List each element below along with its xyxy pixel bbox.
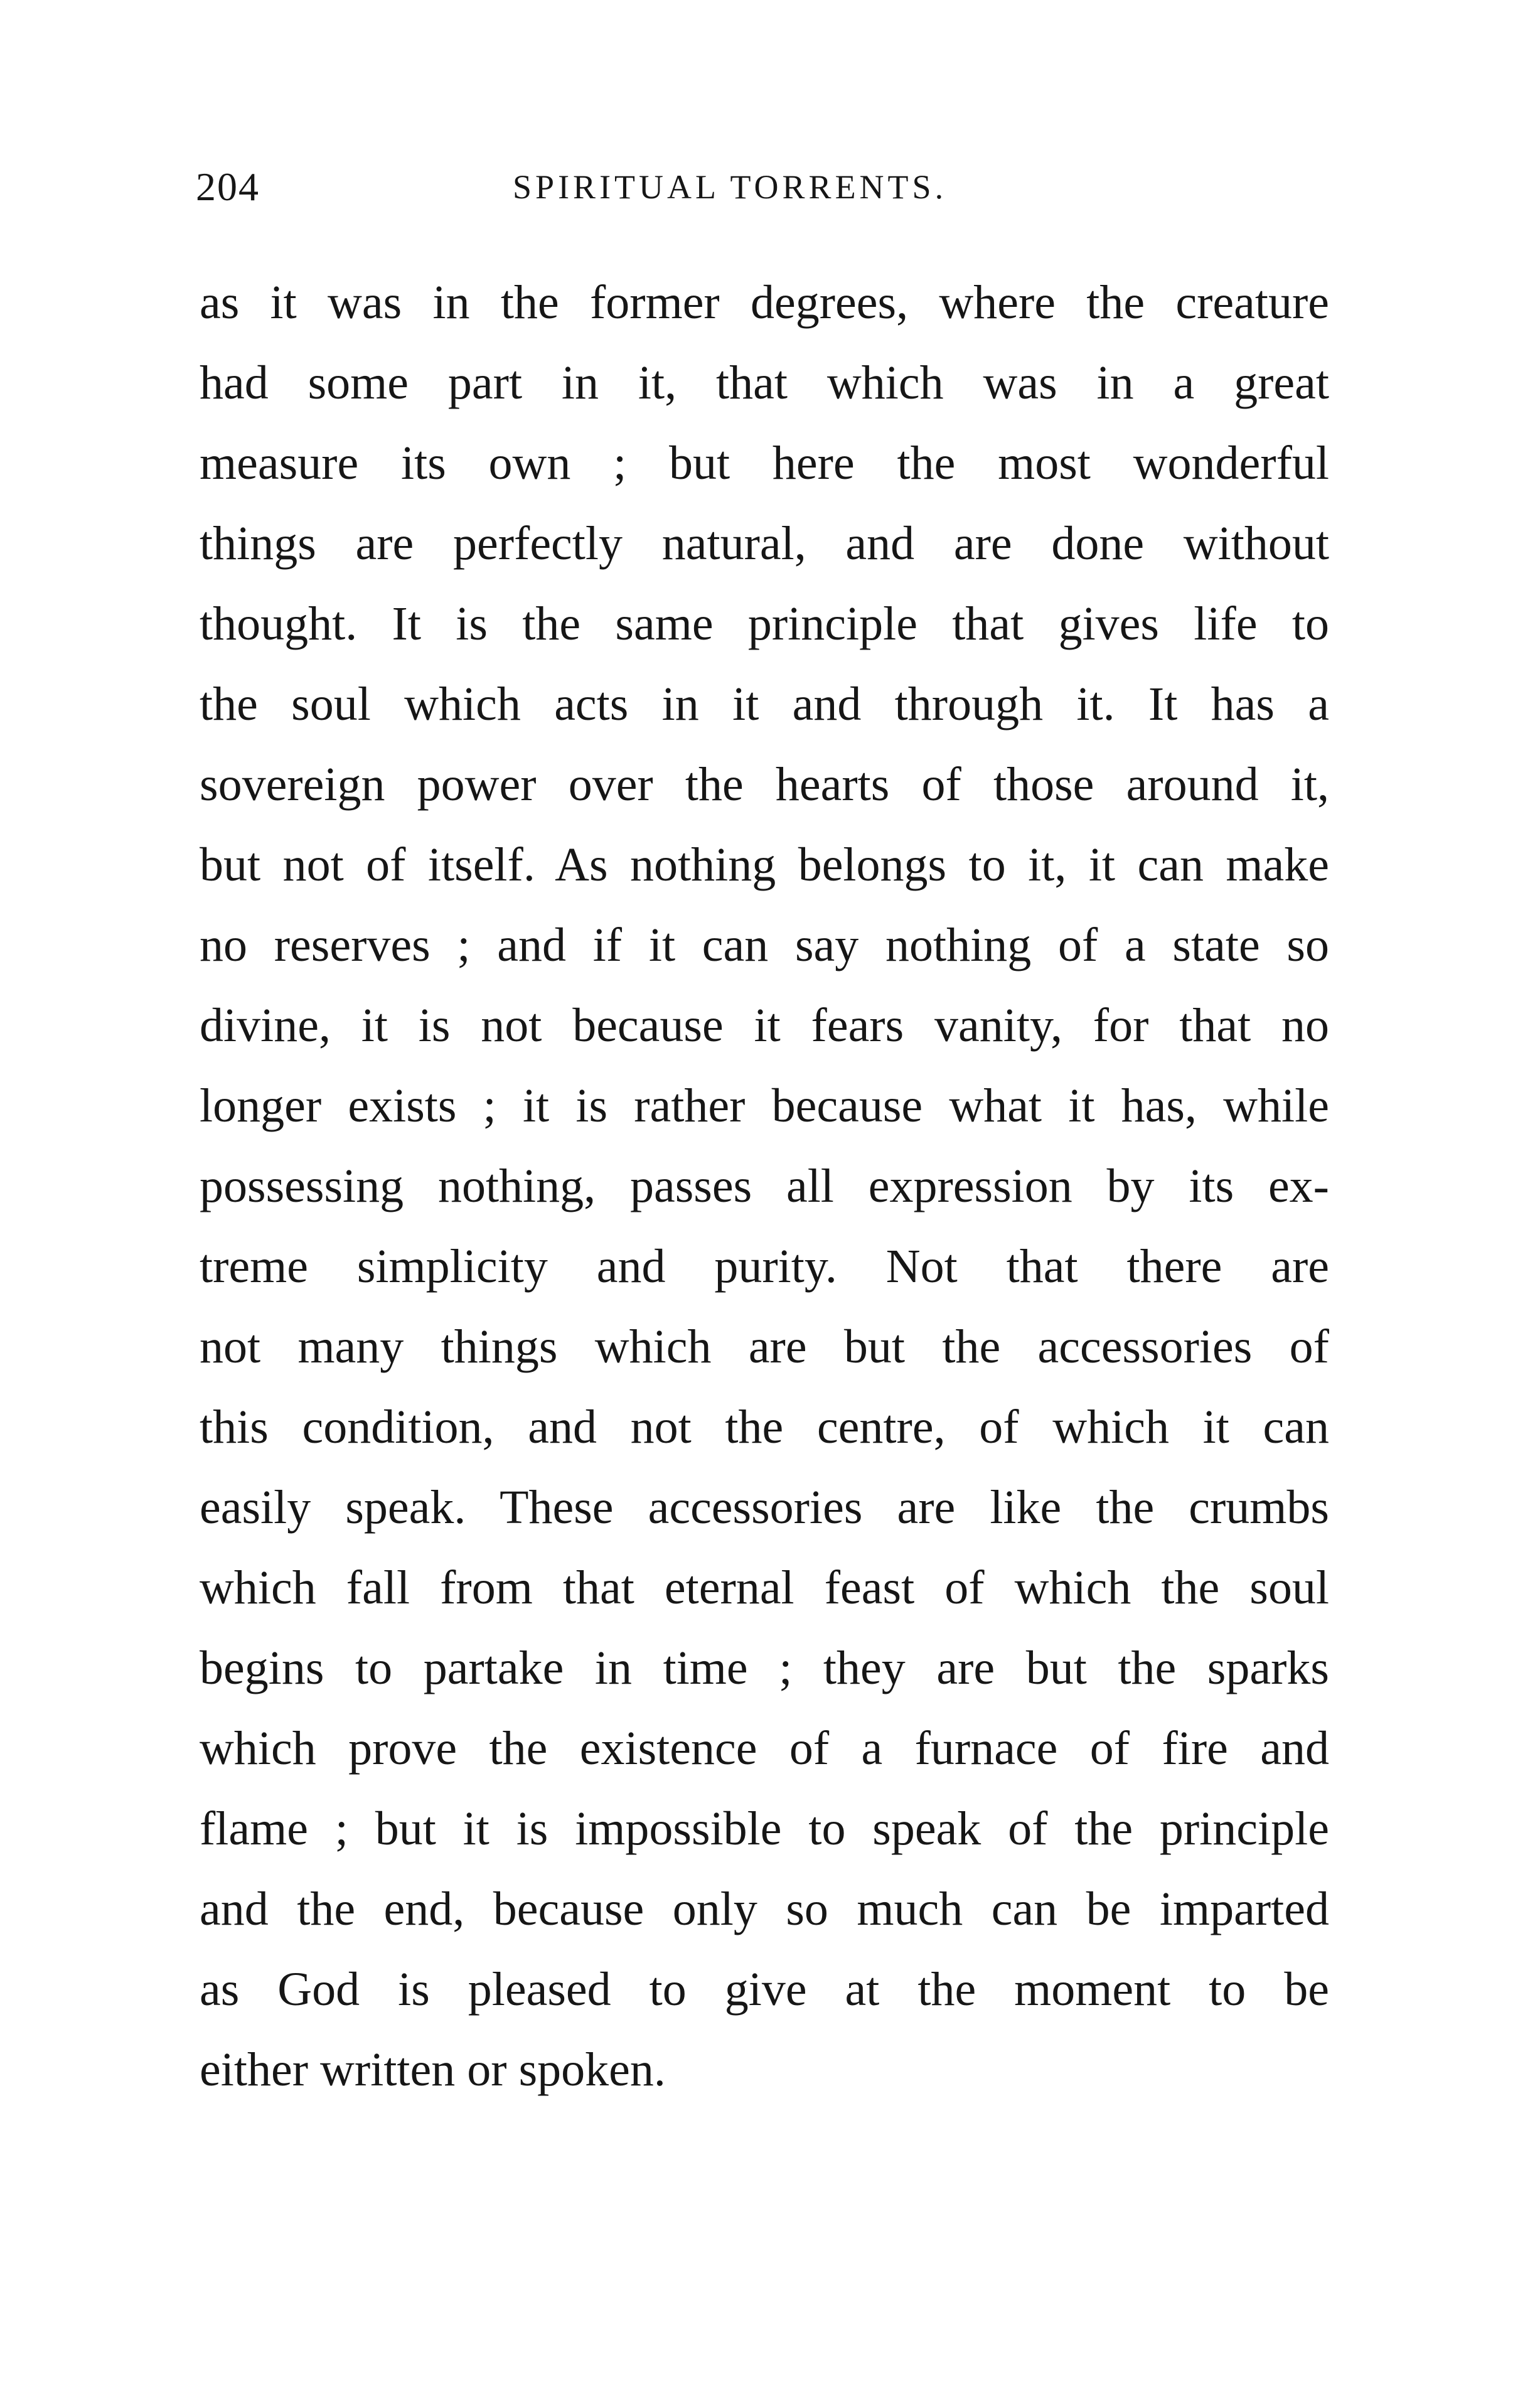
text-line: which fall from that eternal feast of which the soul (200, 1561, 1329, 1614)
text-line: but not of itself. As nothing belongs to it, it can make (200, 838, 1329, 891)
text-line: sovereign power over the hearts of those around it, (200, 758, 1329, 811)
text-line: possessing nothing, passes all expression by its ex- (200, 1160, 1329, 1212)
text-line: had some part in it, that which was in a great (200, 356, 1329, 409)
running-head (196, 162, 1325, 212)
text-line: begins to partake in time ; they are but the sparks (200, 1642, 1329, 1694)
text-line: easily speak. These accessories are like the crumbs (200, 1481, 1329, 1534)
body-text (200, 262, 1329, 2110)
text-line: longer exists ; it is rather because what it has, while (200, 1079, 1329, 1132)
text-line: the soul which acts in it and through it. It has a (200, 678, 1329, 730)
text-line: as it was in the former degrees, where the creature (200, 276, 1329, 329)
text-line: not many things which are but the accessories of (200, 1320, 1329, 1373)
running-title: SPIRITUAL TORRENTS. (513, 168, 948, 206)
text-line: this condition, and not the centre, of which it can (200, 1401, 1329, 1453)
text-line: things are perfectly natural, and are done without (200, 517, 1329, 570)
text-line: as God is pleased to give at the moment to be (200, 1963, 1329, 2016)
text-line: and the end, because only so much can be imparted (200, 1883, 1329, 1935)
text-line: measure its own ; but here the most wonderful (200, 437, 1329, 489)
text-line: which prove the existence of a furnace of fire and (200, 1722, 1329, 1775)
page-number: 204 (196, 164, 260, 209)
text-line: either written or spoken. (200, 2043, 666, 2096)
text-line: treme simplicity and purity. Not that there are (200, 1240, 1329, 1293)
text-line: no reserves ; and if it can say nothing of a state so (200, 919, 1329, 971)
text-line: thought. It is the same principle that gives life to (200, 597, 1329, 650)
text-line: divine, it is not because it fears vanity, for that no (200, 999, 1329, 1052)
text-line: flame ; but it is impossible to speak of the principle (200, 1802, 1329, 1855)
